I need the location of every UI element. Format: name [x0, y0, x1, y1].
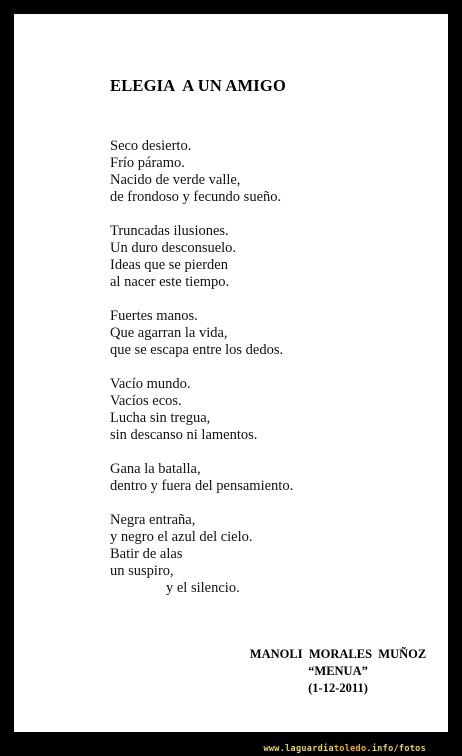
poem-line: y el silencio.: [166, 580, 240, 596]
poem-line: al nacer este tiempo.: [110, 274, 230, 290]
watermark: [263, 744, 426, 754]
poem-line: Batir de alas: [110, 546, 183, 562]
poem-line: que se escapa entre los dedos.: [110, 342, 284, 358]
document-page: [14, 14, 448, 732]
poem-line: Ideas que se pierden: [110, 257, 228, 273]
poem-body: [110, 138, 293, 614]
poem-line: Vacío mundo.: [110, 376, 191, 392]
poem-title: ELEGIA A UN AMIGO: [110, 76, 286, 95]
stanza-3: [110, 308, 293, 359]
poem-line: Seco desierto.: [110, 138, 192, 154]
poem-line: Lucha sin tregua,: [110, 410, 211, 426]
stanza-4: [110, 376, 293, 444]
poem-line: un suspiro,: [110, 563, 174, 579]
stanza-6: [110, 512, 293, 597]
poem-line: y negro el azul del cielo.: [110, 529, 253, 545]
poem-line: Frío páramo.: [110, 155, 185, 171]
stanza-2: [110, 223, 293, 291]
author-alias: “MENUA”: [308, 664, 368, 678]
watermark-part: toledo: [333, 744, 367, 754]
poem-line: Fuertes manos.: [110, 308, 198, 324]
poem-line: sin descanso ni lamentos.: [110, 427, 258, 443]
stanza-5: [110, 461, 293, 495]
stanza-1: [110, 138, 293, 206]
poem-line: Truncadas ilusiones.: [110, 223, 229, 239]
poem-line: Vacíos ecos.: [110, 393, 182, 409]
poem-line: dentro y fuera del pensamiento.: [110, 478, 294, 494]
poem-line: Que agarran la vida,: [110, 325, 228, 341]
poem-line: Gana la batalla,: [110, 461, 201, 477]
signature-block: [248, 646, 428, 697]
poem-line: Negra entraña,: [110, 512, 196, 528]
watermark-part: .info/fotos: [366, 744, 426, 754]
poem-line: Un duro desconsuelo.: [110, 240, 237, 256]
poem-line: Nacido de verde valle,: [110, 172, 241, 188]
author-name: MANOLI MORALES MUÑOZ: [249, 647, 427, 661]
poem-date: (1-12-2011): [308, 681, 368, 695]
watermark-part: www.laguardia: [263, 744, 334, 754]
poem-line: de frondoso y fecundo sueño.: [110, 189, 282, 205]
